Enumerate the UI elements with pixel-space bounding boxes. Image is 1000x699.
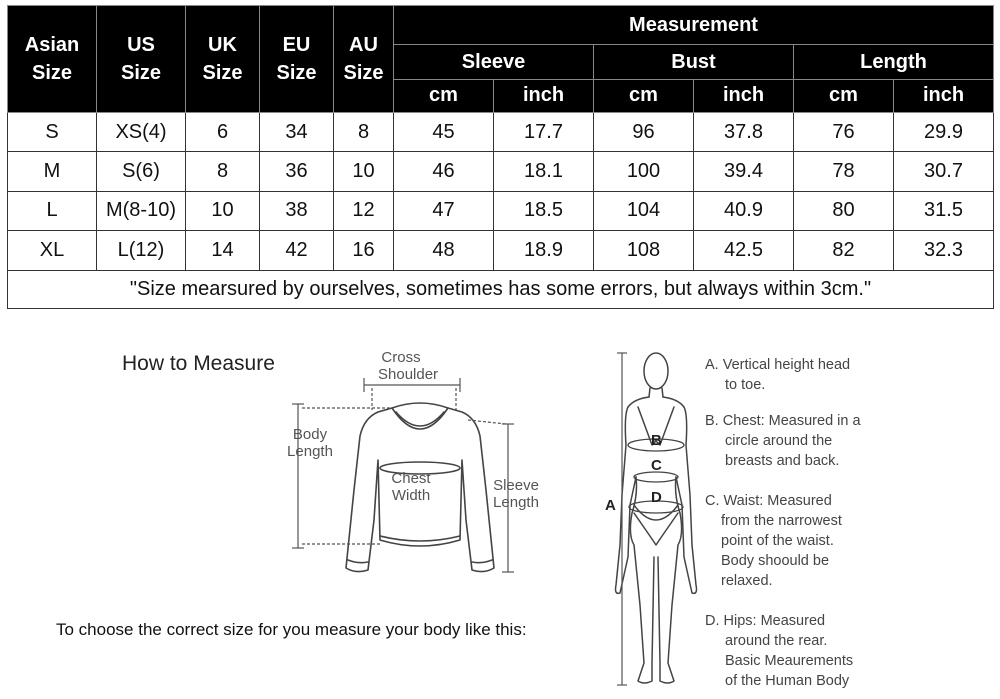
chest-width-label: Chest Width [391, 470, 431, 504]
measurement-note: "Size mearsured by ourselves, sometimes has some errors, but always within 3cm." [8, 270, 994, 308]
header-measurement: Measurement [394, 6, 994, 45]
legend-d-line: Basic Meaurements [725, 653, 854, 669]
legend-c-line: point of the waist. [721, 533, 834, 549]
table-cell: 80 [794, 191, 894, 230]
legend-a-line: to toe. [725, 377, 766, 393]
table-cell: 18.1 [494, 152, 594, 191]
legend-c-line: relaxed. [721, 573, 773, 589]
table-cell: XL [8, 231, 97, 270]
table-cell: XS(4) [97, 113, 186, 152]
table-cell: 82 [794, 231, 894, 270]
body-point-a: A [605, 497, 616, 514]
table-cell: 100 [594, 152, 694, 191]
measurement-legend [705, 355, 995, 691]
table-cell: 8 [186, 152, 260, 191]
table-cell: 10 [186, 191, 260, 230]
table-row [8, 113, 994, 152]
table-cell: 45 [394, 113, 494, 152]
size-chart-table [7, 5, 994, 309]
table-row [8, 152, 994, 191]
legend-d-line: D. Hips: Measured [705, 613, 826, 629]
header-length: Length [794, 45, 994, 79]
table-cell: 30.7 [894, 152, 994, 191]
header-sleeve: Sleeve [394, 45, 594, 79]
header-sleeve-inch: inch [494, 79, 594, 112]
table-cell: 78 [794, 152, 894, 191]
table-cell: 96 [594, 113, 694, 152]
table-cell: S(6) [97, 152, 186, 191]
body-point-c: C [651, 457, 662, 474]
table-cell: L(12) [97, 231, 186, 270]
legend-b-line: breasts and back. [725, 453, 840, 469]
body-point-b: B [651, 432, 662, 449]
legend-c-line: from the narrowest [721, 513, 842, 529]
table-row [8, 231, 994, 270]
table-cell: 17.7 [494, 113, 594, 152]
table-cell: 6 [186, 113, 260, 152]
legend-d-line: around the rear. [725, 633, 828, 649]
table-cell: 16 [334, 231, 394, 270]
table-cell: M [8, 152, 97, 191]
table-cell: 104 [594, 191, 694, 230]
header-uk-size: UK Size [186, 6, 260, 113]
choose-size-instruction: To choose the correct size for you measure your body like this: [56, 620, 527, 639]
table-cell: S [8, 113, 97, 152]
header-sleeve-cm: cm [394, 79, 494, 112]
table-cell: 42 [260, 231, 334, 270]
table-cell: 37.8 [694, 113, 794, 152]
legend-a-line: A. Vertical height head [705, 357, 851, 373]
table-cell: 38 [260, 191, 334, 230]
table-cell: 48 [394, 231, 494, 270]
table-cell: 18.5 [494, 191, 594, 230]
table-cell: 46 [394, 152, 494, 191]
human-body-diagram [600, 345, 705, 699]
header-us-size: US Size [97, 6, 186, 113]
table-cell: 32.3 [894, 231, 994, 270]
table-cell: 76 [794, 113, 894, 152]
table-cell: 29.9 [894, 113, 994, 152]
body-point-d: D [651, 489, 662, 506]
table-cell: 108 [594, 231, 694, 270]
legend-b-line: circle around the [725, 433, 833, 449]
header-bust-inch: inch [694, 79, 794, 112]
header-length-cm: cm [794, 79, 894, 112]
header-bust-cm: cm [594, 79, 694, 112]
table-cell: L [8, 191, 97, 230]
header-length-inch: inch [894, 79, 994, 112]
table-cell: 8 [334, 113, 394, 152]
sleeve-length-label: Sleeve Length [493, 477, 539, 511]
header-asian-size: Asian Size [8, 6, 97, 113]
how-to-measure-title: How to Measure [122, 352, 275, 375]
table-cell: 36 [260, 152, 334, 191]
table-cell: 39.4 [694, 152, 794, 191]
legend-c-line: Body shoould be [721, 553, 830, 569]
table-cell: 47 [394, 191, 494, 230]
table-cell: M(8-10) [97, 191, 186, 230]
header-eu-size: EU Size [260, 6, 334, 113]
legend-d-line: of the Human Body [725, 673, 850, 689]
header-au-size: AU Size [334, 6, 394, 113]
legend-c-line: C. Waist: Measured [705, 493, 832, 509]
table-row [8, 191, 994, 230]
table-cell: 14 [186, 231, 260, 270]
table-cell: 40.9 [694, 191, 794, 230]
body-length-label: Body Length [287, 426, 333, 460]
legend-b-line: B. Chest: Measured in a [705, 413, 861, 429]
table-cell: 12 [334, 191, 394, 230]
table-cell: 18.9 [494, 231, 594, 270]
table-cell: 34 [260, 113, 334, 152]
cross-shoulder-label: Cross Shoulder [378, 349, 439, 383]
table-cell: 31.5 [894, 191, 994, 230]
table-cell: 10 [334, 152, 394, 191]
table-cell: 42.5 [694, 231, 794, 270]
header-bust: Bust [594, 45, 794, 79]
